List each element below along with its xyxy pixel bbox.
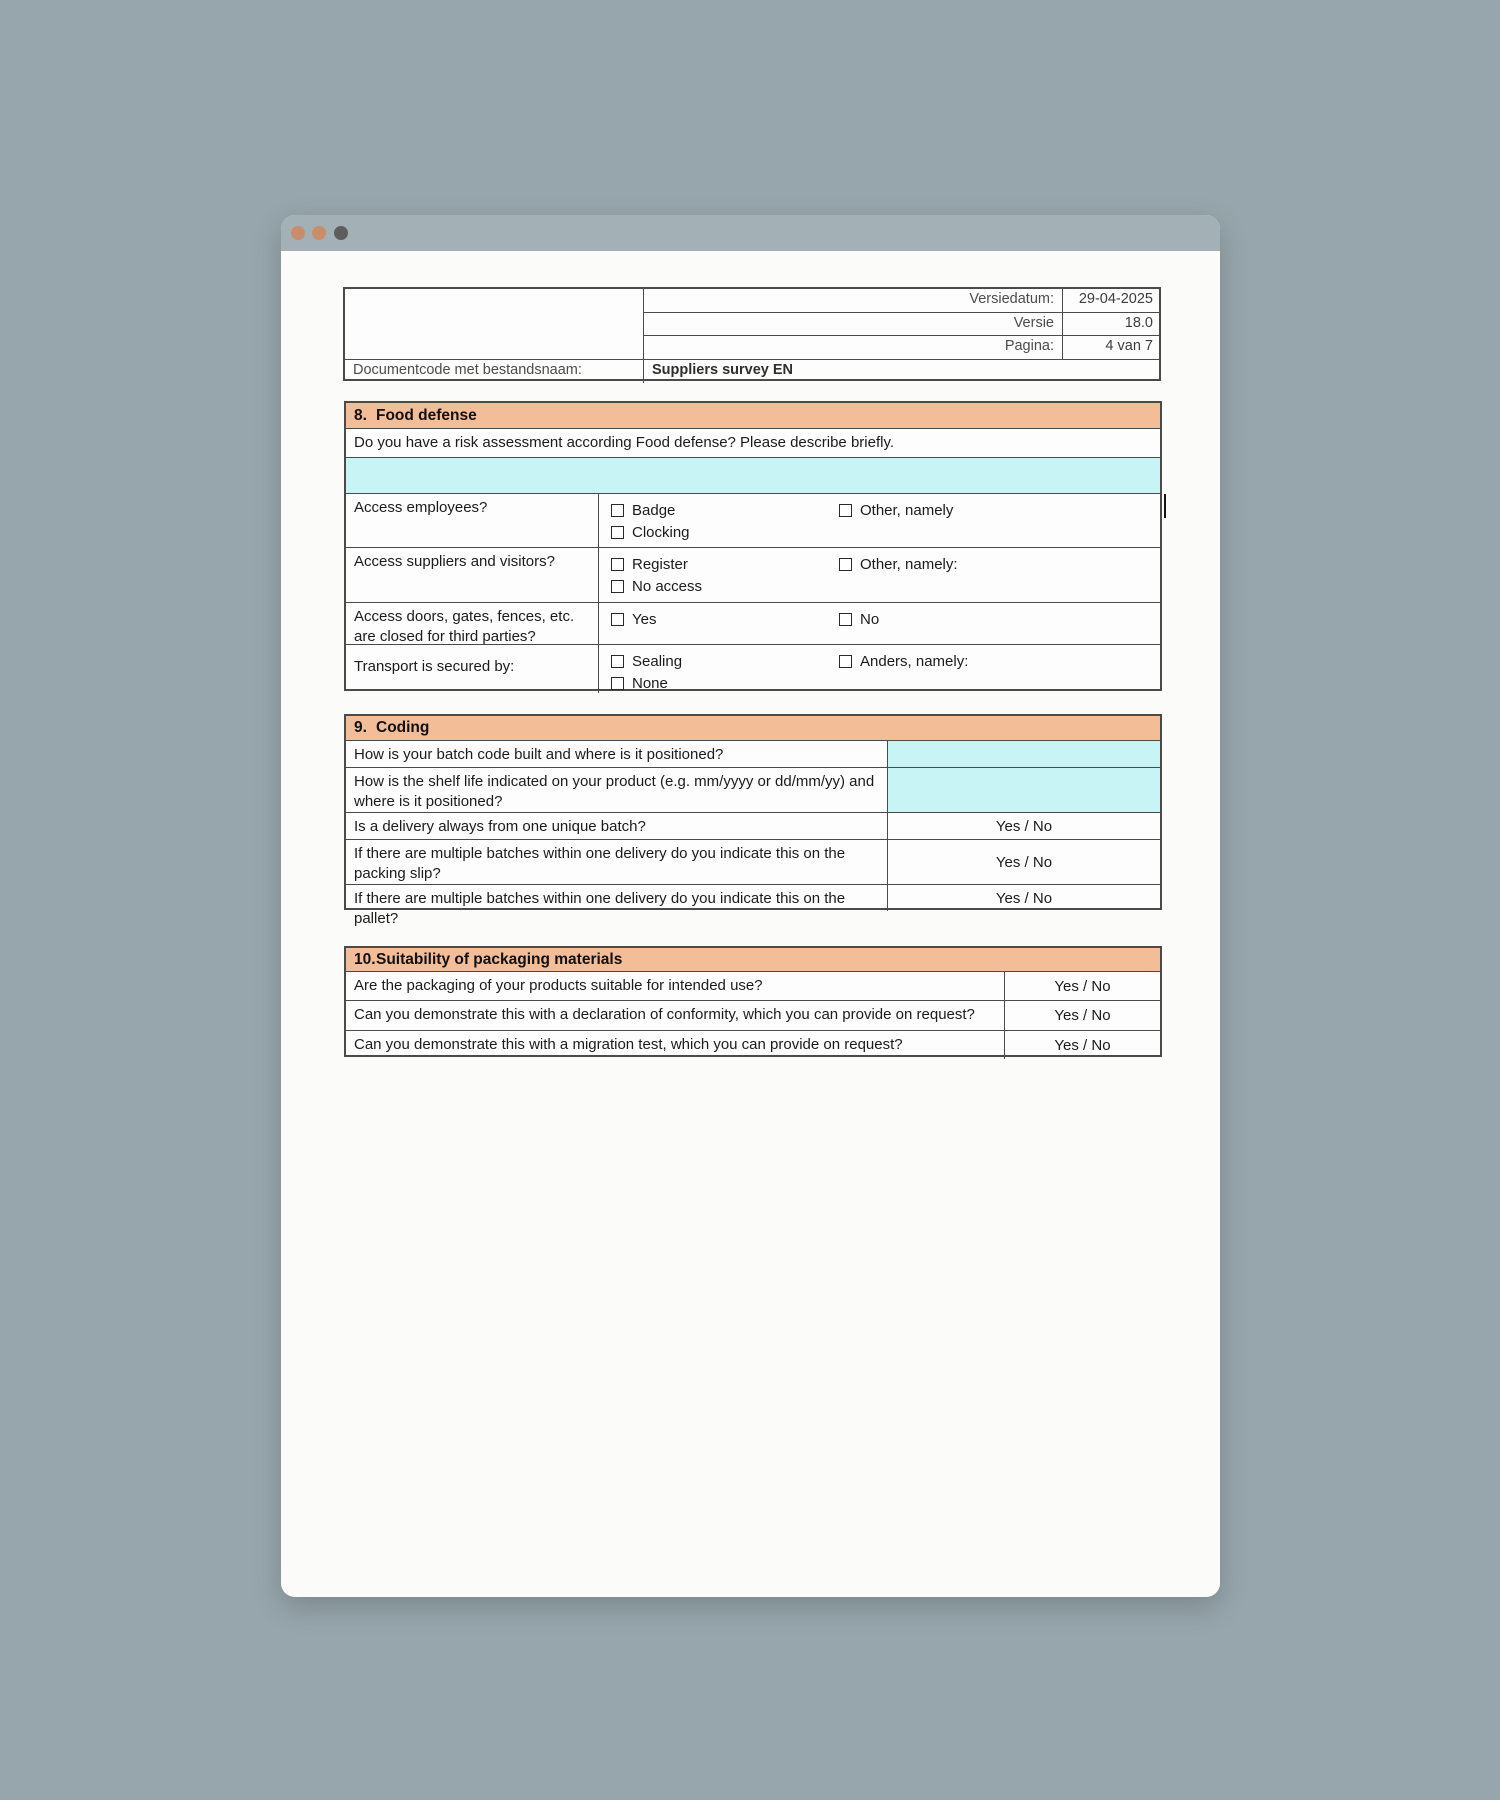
checkbox-label: Yes — [632, 610, 657, 628]
checkbox-label: No — [860, 610, 880, 628]
section-10-table — [344, 946, 1162, 1057]
table-row — [346, 494, 1160, 548]
table-row — [346, 741, 1160, 768]
question-text: Access doors, gates, fences, etc. are closed for third parties? — [346, 603, 599, 644]
question-text: If there are multiple batches within one delivery do you indicate this on the pallet? — [346, 885, 888, 911]
question-text: Is a delivery always from one unique batch? — [346, 813, 888, 839]
section-9-table — [344, 714, 1162, 928]
question-text: Do you have a risk assessment according Food defense? Please describe briefly. — [354, 434, 895, 451]
question-text: Can you demonstrate this with a migration test, which you can provide on request? — [346, 1031, 1005, 1059]
checkbox-option[interactable] — [611, 499, 690, 521]
checkbox-label: Anders, namely: — [860, 652, 969, 670]
checkbox-option[interactable] — [839, 499, 953, 521]
yes-no-choice[interactable]: Yes / No — [1054, 1036, 1111, 1054]
question-text: Can you demonstrate this with a declaration of conformity, which you can provide on request? — [346, 1001, 1005, 1030]
answer-input-cell[interactable] — [888, 768, 1160, 812]
yes-no-choice[interactable]: Yes / No — [1054, 1007, 1111, 1024]
question-text: Transport is secured by: — [346, 645, 599, 693]
checkbox-option[interactable] — [611, 521, 690, 543]
answer-cell — [599, 603, 1160, 644]
table-row — [346, 1031, 1160, 1059]
checkbox-icon[interactable] — [611, 504, 624, 517]
checkbox-icon[interactable] — [839, 655, 852, 668]
logo-placeholder-cell — [345, 289, 644, 359]
checkbox-option[interactable] — [839, 650, 968, 672]
window-titlebar — [281, 215, 1220, 251]
versie-value: 18.0 — [1062, 313, 1159, 336]
table-row — [346, 548, 1160, 603]
checkbox-option[interactable] — [611, 575, 702, 597]
checkbox-option[interactable] — [611, 650, 682, 672]
checkbox-icon[interactable] — [611, 677, 624, 690]
checkbox-option[interactable] — [611, 608, 656, 630]
yes-no-choice[interactable]: Yes / No — [995, 853, 1053, 871]
checkbox-option[interactable] — [611, 672, 682, 694]
table-row — [346, 429, 1160, 458]
answer-cell — [599, 645, 1160, 693]
section-10-header — [346, 948, 1160, 972]
maximize-button-icon[interactable] — [334, 226, 348, 240]
checkbox-label: Register — [632, 555, 688, 573]
yes-no-choice[interactable]: Yes / No — [1054, 977, 1111, 995]
pagina-value: 4 van 7 — [1062, 336, 1159, 359]
version-header-table — [343, 287, 1161, 381]
table-row — [644, 313, 1159, 337]
versiedatum-value: 29-04-2025 — [1062, 289, 1159, 312]
table-row — [644, 336, 1159, 359]
checkbox-icon[interactable] — [611, 580, 624, 593]
table-row — [346, 840, 1160, 885]
documentcode-value: Suppliers survey EN — [652, 362, 794, 378]
answer-cell — [599, 548, 1160, 602]
close-button-icon[interactable] — [291, 226, 305, 240]
checkbox-label: No access — [632, 577, 703, 595]
checkbox-label: Clocking — [632, 523, 690, 541]
checkbox-icon[interactable] — [611, 655, 624, 668]
table-row — [346, 603, 1160, 645]
versie-label: Versie — [1013, 314, 1054, 331]
checkbox-label: Sealing — [632, 652, 683, 670]
table-row — [346, 972, 1160, 1001]
documentcode-label: Documentcode met bestandsnaam: — [345, 360, 644, 383]
question-text: Access employees? — [346, 494, 599, 547]
table-row — [346, 1001, 1160, 1031]
checkbox-icon[interactable] — [839, 558, 852, 571]
checkbox-icon[interactable] — [611, 558, 624, 571]
checkbox-option[interactable] — [611, 553, 702, 575]
table-row — [644, 289, 1159, 313]
checkbox-option[interactable] — [839, 608, 879, 630]
text-cursor — [1164, 494, 1166, 518]
versiedatum-label: Versiedatum: — [969, 291, 1054, 307]
question-text: Are the packaging of your products suitable for intended use? — [346, 972, 1005, 1000]
checkbox-icon[interactable] — [611, 526, 624, 539]
table-row — [346, 768, 1160, 813]
section-title: Suitability of packaging materials — [376, 950, 623, 968]
checkbox-icon[interactable] — [839, 613, 852, 626]
document-window — [281, 215, 1220, 1597]
section-number: 10. — [354, 950, 376, 968]
section-number: 8. — [354, 406, 367, 424]
yes-no-choice[interactable]: Yes / No — [995, 889, 1053, 907]
question-text: Access suppliers and visitors? — [346, 548, 599, 602]
section-9-header — [346, 716, 1160, 741]
answer-input-cell[interactable] — [888, 741, 1160, 767]
checkbox-label: Other, namely — [860, 501, 954, 519]
checkbox-label: Other, namely: — [860, 555, 958, 573]
minimize-button-icon[interactable] — [312, 226, 326, 240]
section-number: 9. — [354, 719, 367, 736]
checkbox-icon[interactable] — [611, 613, 624, 626]
section-8-header — [346, 403, 1160, 429]
answer-cell — [599, 494, 1160, 547]
checkbox-option[interactable] — [839, 553, 958, 575]
table-row — [346, 885, 1160, 928]
checkbox-label: Badge — [632, 501, 676, 519]
table-row — [346, 645, 1160, 693]
question-text: How is your batch code built and where is it positioned? — [346, 741, 888, 767]
answer-input-cell[interactable] — [346, 458, 1160, 493]
table-row — [346, 813, 1160, 840]
checkbox-label: None — [632, 674, 668, 692]
section-title: Coding — [376, 719, 430, 736]
checkbox-icon[interactable] — [839, 504, 852, 517]
yes-no-choice[interactable]: Yes / No — [995, 817, 1053, 835]
table-row — [346, 458, 1160, 494]
question-text: If there are multiple batches within one delivery do you indicate this on the packing slip? — [346, 840, 888, 884]
question-text: How is the shelf life indicated on your product (e.g. mm/yyyy or dd/mm/yy) and where is it positioned? — [346, 768, 888, 812]
section-title: Food defense — [376, 406, 477, 424]
pagina-label: Pagina: — [1004, 338, 1054, 355]
section-8-table — [344, 401, 1162, 691]
